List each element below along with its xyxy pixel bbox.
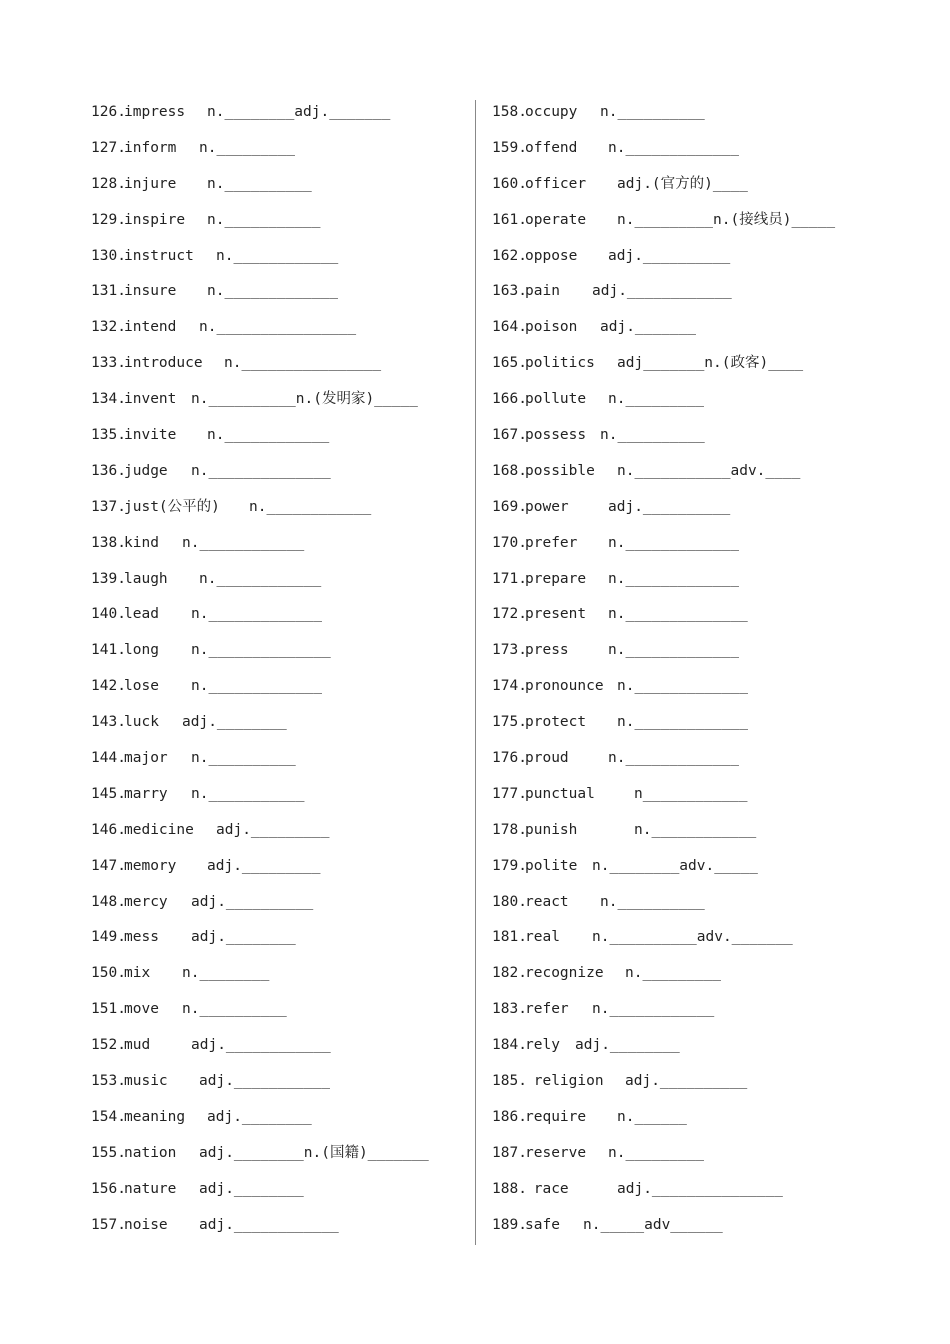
headword: offend xyxy=(525,139,578,156)
answer-fields: n._________ xyxy=(608,1144,705,1161)
headword: pollute xyxy=(525,391,587,408)
answer-fields: n.________________ xyxy=(224,355,382,372)
headword: lead xyxy=(124,606,159,623)
headword: lose xyxy=(124,678,159,695)
answer-fields: n.__________n.(发明家)_____ xyxy=(191,391,418,408)
answer-fields: n._____________ xyxy=(207,283,338,300)
headword: politics xyxy=(525,355,595,372)
answer-fields: adj.(官方的)____ xyxy=(617,175,748,192)
answer-fields: n._____________ xyxy=(608,534,739,551)
answer-fields: n._________ xyxy=(199,139,296,156)
headword: race xyxy=(525,1180,569,1197)
item-number: 129. xyxy=(91,211,126,228)
headword: intend xyxy=(124,319,177,336)
answer-fields: n.________ xyxy=(182,965,270,982)
headword: meaning xyxy=(124,1108,186,1125)
answer-fields: adj._______ xyxy=(600,319,697,336)
headword: require xyxy=(525,1108,587,1125)
item-number: 171. xyxy=(492,570,527,587)
answer-fields: n.__________adv._______ xyxy=(592,929,793,946)
item-number: 152. xyxy=(91,1037,126,1054)
item-number: 134. xyxy=(91,391,126,408)
item-number: 128. xyxy=(91,175,126,192)
item-number: 163. xyxy=(492,283,527,300)
item-number: 127. xyxy=(91,139,126,156)
item-number: 176. xyxy=(492,750,527,767)
headword: recognize xyxy=(525,965,604,982)
answer-fields: n.________________ xyxy=(199,319,357,336)
answer-fields: n.____________ xyxy=(592,1001,715,1018)
item-number: 162. xyxy=(492,247,527,264)
headword: rely xyxy=(525,1037,560,1054)
headword: oppose xyxy=(525,247,578,264)
headword: proud xyxy=(525,750,569,767)
answer-fields: adj._________ xyxy=(207,857,321,874)
item-number: 172. xyxy=(492,606,527,623)
headword: mud xyxy=(124,1037,151,1054)
headword: possess xyxy=(525,427,587,444)
answer-fields: n.____________ xyxy=(634,821,757,838)
answer-fields: n.__________ xyxy=(600,104,705,120)
item-number: 133. xyxy=(91,355,126,372)
item-number: 148. xyxy=(91,893,126,910)
headword: real xyxy=(525,929,560,946)
item-number: 147. xyxy=(91,857,126,874)
headword: occupy xyxy=(525,104,578,120)
item-number: 166. xyxy=(492,391,527,408)
headword: react xyxy=(525,893,569,910)
item-number: 175. xyxy=(492,714,527,731)
item-number: 137. xyxy=(91,498,126,515)
answer-fields: adj._________ xyxy=(216,821,330,838)
item-number: 138. xyxy=(91,534,126,551)
headword: present xyxy=(525,606,587,623)
headword: operate xyxy=(525,211,587,228)
item-number: 130. xyxy=(91,247,126,264)
answer-fields: n.__________ xyxy=(182,1001,287,1018)
headword: major xyxy=(124,750,168,767)
answer-fields: n.____________ xyxy=(216,247,339,264)
item-number: 143. xyxy=(91,714,126,731)
headword: refer xyxy=(525,1001,569,1018)
answer-fields: adj.________ xyxy=(207,1108,312,1125)
headword: power xyxy=(525,498,569,515)
item-number: 154. xyxy=(91,1108,126,1125)
answer-fields: n._____________ xyxy=(617,714,748,731)
answer-fields: adj.__________ xyxy=(625,1073,748,1090)
answer-fields: adj.__________ xyxy=(608,498,731,515)
answer-fields: adj.____________ xyxy=(191,1037,331,1054)
headword: instruct xyxy=(124,247,194,264)
answer-fields: adj_______n.(政客)____ xyxy=(617,355,804,372)
headword: polite xyxy=(525,857,578,874)
answer-fields: adj.________ xyxy=(191,929,296,946)
item-number: 170. xyxy=(492,534,527,551)
item-number: 156. xyxy=(91,1180,126,1197)
headword: medicine xyxy=(124,821,194,838)
item-number: 173. xyxy=(492,642,527,659)
answer-fields: n._____________ xyxy=(608,750,739,767)
item-number: 135. xyxy=(91,427,126,444)
item-number: 150. xyxy=(91,965,126,982)
item-number: 149. xyxy=(91,929,126,946)
headword: music xyxy=(124,1073,168,1090)
headword: prepare xyxy=(525,570,587,587)
answer-fields: n.__________ xyxy=(191,750,296,767)
answer-fields: n._____adv______ xyxy=(583,1216,723,1233)
answer-fields: adj.________ xyxy=(575,1037,680,1054)
headword: long xyxy=(124,642,159,659)
item-number: 142. xyxy=(91,678,126,695)
answer-fields: adj.________ xyxy=(199,1180,304,1197)
headword: marry xyxy=(124,785,168,802)
headword: just(公平的) xyxy=(124,498,220,515)
item-number: 185. xyxy=(492,1073,527,1090)
answer-fields: n.____________ xyxy=(249,498,372,515)
item-number: 181. xyxy=(492,929,527,946)
item-number: 158. xyxy=(492,104,527,120)
item-number: 179. xyxy=(492,857,527,874)
answer-fields: adj.__________ xyxy=(608,247,731,264)
answer-fields: n.______ xyxy=(617,1108,687,1125)
item-number: 131. xyxy=(91,283,126,300)
answer-fields: n.__________ xyxy=(207,175,312,192)
headword: inspire xyxy=(124,211,186,228)
item-number: 188. xyxy=(492,1180,527,1197)
item-number: 164. xyxy=(492,319,527,336)
item-number: 187. xyxy=(492,1144,527,1161)
item-number: 178. xyxy=(492,821,527,838)
item-number: 169. xyxy=(492,498,527,515)
answer-fields: n.___________ xyxy=(207,211,321,228)
answer-fields: n._________ xyxy=(608,391,705,408)
answer-fields: n.____________ xyxy=(199,570,322,587)
item-number: 151. xyxy=(91,1001,126,1018)
answer-fields: n._____________ xyxy=(617,678,748,695)
answer-fields: n.________adj._______ xyxy=(207,104,391,120)
item-number: 186. xyxy=(492,1108,527,1125)
item-number: 168. xyxy=(492,462,527,479)
item-number: 146. xyxy=(91,821,126,838)
headword: judge xyxy=(124,462,168,479)
item-number: 189. xyxy=(492,1216,527,1233)
item-number: 180. xyxy=(492,893,527,910)
item-number: 174. xyxy=(492,678,527,695)
item-number: 183. xyxy=(492,1001,527,1018)
answer-fields: n.______________ xyxy=(191,462,331,479)
headword: memory xyxy=(124,857,177,874)
item-number: 182. xyxy=(492,965,527,982)
headword: mess xyxy=(124,929,159,946)
headword: nation xyxy=(124,1144,177,1161)
item-number: 159. xyxy=(492,139,527,156)
headword: press xyxy=(525,642,569,659)
headword: kind xyxy=(124,534,159,551)
headword: prefer xyxy=(525,534,578,551)
item-number: 136. xyxy=(91,462,126,479)
headword: introduce xyxy=(124,355,203,372)
headword: officer xyxy=(525,175,587,192)
headword: mix xyxy=(124,965,151,982)
answer-fields: n._____________ xyxy=(191,606,322,623)
headword: reserve xyxy=(525,1144,587,1161)
headword: impress xyxy=(124,104,186,120)
answer-fields: n._________n.(接线员)_____ xyxy=(617,211,836,228)
answer-fields: n._____________ xyxy=(191,678,322,695)
item-number: 167. xyxy=(492,427,527,444)
item-number: 144. xyxy=(91,750,126,767)
headword: inform xyxy=(124,139,177,156)
item-number: 177. xyxy=(492,785,527,802)
item-number: 145. xyxy=(91,785,126,802)
headword: invite xyxy=(124,427,177,444)
headword: pronounce xyxy=(525,678,604,695)
item-number: 155. xyxy=(91,1144,126,1161)
item-number: 160. xyxy=(492,175,527,192)
item-number: 141. xyxy=(91,642,126,659)
headword: possible xyxy=(525,462,595,479)
headword: mercy xyxy=(124,893,168,910)
answer-fields: n._________ xyxy=(625,965,722,982)
headword: insure xyxy=(124,283,177,300)
item-number: 126. xyxy=(91,104,126,120)
answer-fields: n.________adv._____ xyxy=(592,857,758,874)
answer-fields: adj.________ xyxy=(182,714,287,731)
headword: invent xyxy=(124,391,177,408)
answer-fields: adj.__________ xyxy=(191,893,314,910)
answer-fields: n.___________ xyxy=(191,785,305,802)
column-divider xyxy=(475,100,476,1245)
headword: move xyxy=(124,1001,159,1018)
item-number: 184. xyxy=(492,1037,527,1054)
headword: protect xyxy=(525,714,587,731)
headword: nature xyxy=(124,1180,177,1197)
headword: punctual xyxy=(525,785,595,802)
item-number: 139. xyxy=(91,570,126,587)
headword: punish xyxy=(525,821,578,838)
answer-fields: n.______________ xyxy=(608,606,748,623)
answer-fields: adj.________n.(国籍)_______ xyxy=(199,1144,429,1161)
answer-fields: n.______________ xyxy=(191,642,331,659)
item-number: 165. xyxy=(492,355,527,372)
headword: luck xyxy=(124,714,159,731)
item-number: 153. xyxy=(91,1073,126,1090)
answer-fields: n.____________ xyxy=(182,534,305,551)
item-number: 132. xyxy=(91,319,126,336)
answer-fields: n____________ xyxy=(634,785,748,802)
answer-fields: n._____________ xyxy=(608,570,739,587)
item-number: 161. xyxy=(492,211,527,228)
headword: noise xyxy=(124,1216,168,1233)
answer-fields: n._____________ xyxy=(608,642,739,659)
answer-fields: n.___________adv.____ xyxy=(617,462,801,479)
headword: laugh xyxy=(124,570,168,587)
headword: religion xyxy=(525,1073,604,1090)
answer-fields: n._____________ xyxy=(608,139,739,156)
headword: poison xyxy=(525,319,578,336)
answer-fields: adj._______________ xyxy=(617,1180,783,1197)
answer-fields: n.__________ xyxy=(600,427,705,444)
answer-fields: adj.___________ xyxy=(199,1073,330,1090)
item-number: 140. xyxy=(91,606,126,623)
answer-fields: adj.____________ xyxy=(199,1216,339,1233)
answer-fields: n.__________ xyxy=(600,893,705,910)
headword: injure xyxy=(124,175,177,192)
headword: pain xyxy=(525,283,560,300)
answer-fields: n.____________ xyxy=(207,427,330,444)
answer-fields: adj.____________ xyxy=(592,283,732,300)
headword: safe xyxy=(525,1216,560,1233)
item-number: 157. xyxy=(91,1216,126,1233)
